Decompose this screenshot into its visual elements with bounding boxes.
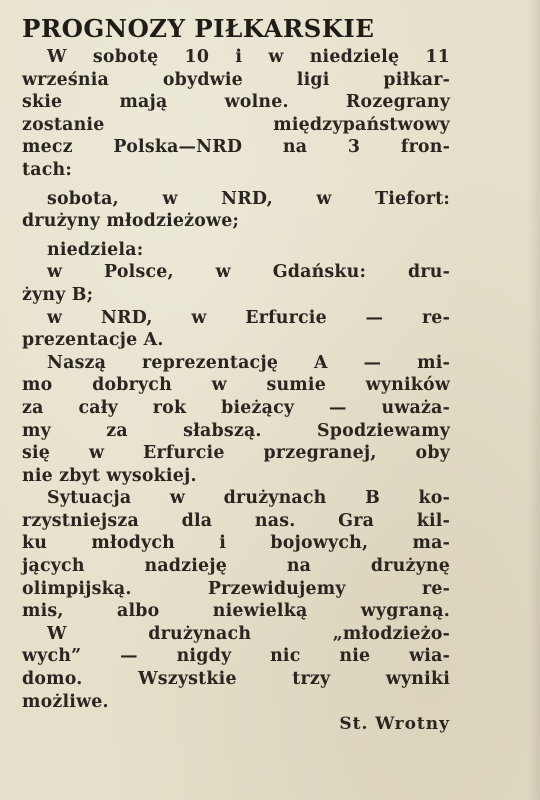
text-line: olimpijską. Przewidujemy re- [22, 578, 450, 599]
text-line: zostanie międzypaństwowy [22, 114, 450, 135]
text-line: domo. Wszystkie trzy wyniki [22, 669, 450, 690]
text-line: żyny B; [22, 284, 94, 305]
text-line: mis, albo niewielką wygraną. [22, 601, 450, 622]
text-line: za cały rok bieżący — uważa- [22, 397, 450, 418]
text-line: września obydwie ligi piłkar- [22, 69, 450, 90]
text-line: Sytuacja w drużynach B ko- [47, 488, 450, 509]
text-line: drużyny młodzieżowe; [22, 211, 240, 232]
text-line: jących nadzieję na drużynę [22, 556, 450, 577]
article [22, 12, 450, 736]
page-edge-shadow [528, 0, 540, 800]
text-line: się w Erfurcie przegranej, oby [22, 443, 450, 464]
text-line: nie zbyt wysokiej. [22, 465, 197, 486]
text-line: Naszą reprezentację A — mi- [47, 352, 450, 373]
text-line: my za słabszą. Spodziewamy [22, 420, 450, 441]
text-line: w NRD, w Erfurcie — re- [47, 307, 450, 328]
author-signature: St. Wrotny [339, 714, 450, 735]
text-line: sobota, w NRD, w Tiefort: [47, 188, 450, 209]
text-line: prezentacje A. [22, 330, 164, 351]
text-line: ku młodych i bojowych, ma- [22, 533, 450, 554]
text-line: wych” — nigdy nic nie wia- [22, 646, 450, 667]
text-line: rzystniejsza dla nas. Gra kil- [22, 510, 450, 531]
text-line: w Polsce, w Gdańsku: dru- [47, 262, 450, 283]
text-line: mo dobrych w sumie wyników [22, 375, 450, 396]
text-line: W sobotę 10 i w niedzielę 11 [47, 47, 450, 67]
text-line: W drużynach „młodzieżo- [47, 623, 450, 644]
text-line: tach: [22, 159, 72, 180]
text-line: mecz Polska—NRD na 3 fron- [22, 137, 450, 158]
text-line: niedziela: [47, 239, 144, 260]
article-title: PROGNOZY PIŁKARSKIE [22, 14, 375, 43]
text-line: możliwe. [22, 691, 109, 712]
text-line: skie mają wolne. Rozegrany [22, 92, 450, 113]
